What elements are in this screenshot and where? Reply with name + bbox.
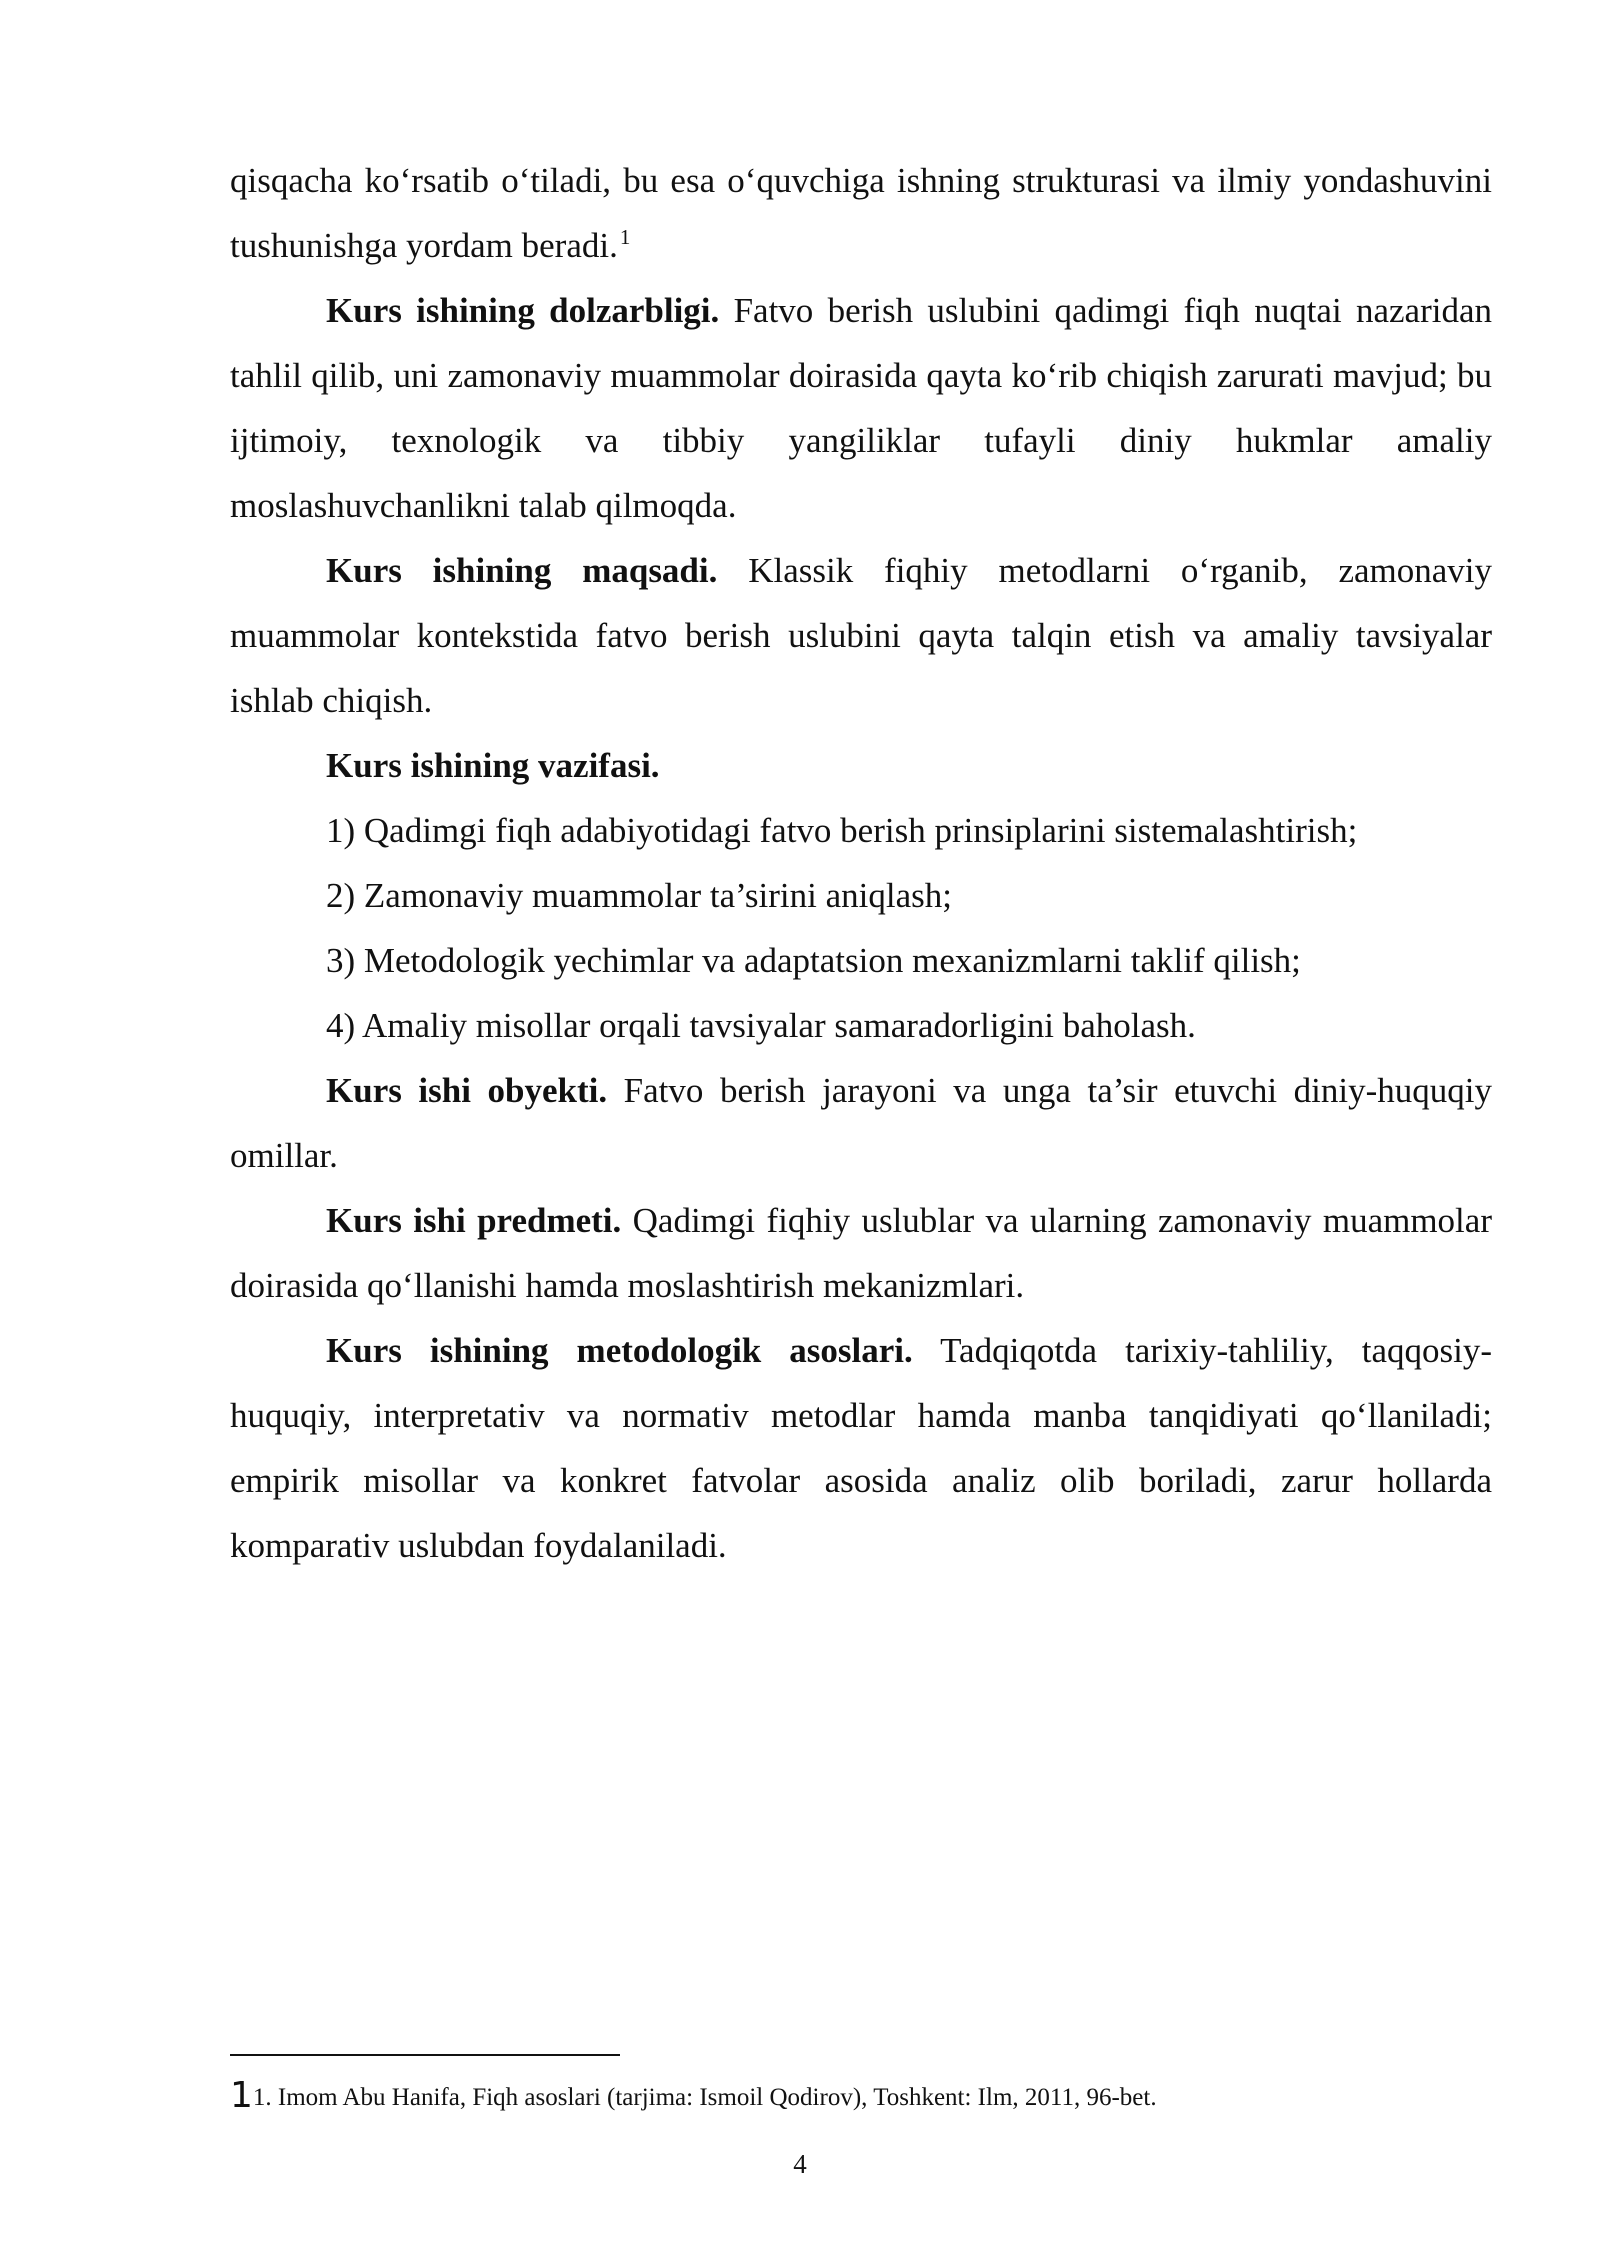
object-paragraph	[230, 1058, 1492, 1188]
tasks-heading: Kurs ishining vazifasi.	[326, 746, 660, 785]
relevance-paragraph	[230, 278, 1492, 538]
body-text	[230, 148, 1492, 1578]
page-number: 4	[793, 2149, 807, 2179]
intro-text: qisqacha ko‘rsatib o‘tiladi, bu esa o‘quvchiga ishning strukturasi va ilmiy yondashuvini tushunishga yordam beradi.	[230, 161, 1492, 265]
object-text: Fatvo berish jarayoni va unga ta’sir etuvchi diniy-huquqiy omillar.	[230, 1071, 1492, 1175]
subject-heading: Kurs ishi predmeti.	[326, 1201, 622, 1240]
footnote-mark: 1	[230, 2075, 253, 2116]
task-item-3: 3) Metodologik yechimlar va adaptatsion mexanizmlarni taklif qilish;	[326, 941, 1301, 980]
task-item-4: 4) Amaliy misollar orqali tavsiyalar samaradorligini baholash.	[326, 1006, 1196, 1045]
subject-paragraph	[230, 1188, 1492, 1318]
task-item-2: 2) Zamonaviy muammolar ta’sirini aniqlash;	[326, 876, 952, 915]
footnote-reference[interactable]: 1	[619, 225, 631, 249]
tasks-heading-paragraph	[230, 733, 1492, 798]
object-heading: Kurs ishi obyekti.	[326, 1071, 608, 1110]
footnote-text: 1. Imom Abu Hanifa, Fiqh asoslari (tarjima: Ismoil Qodirov), Toshkent: Ilm, 2011, 96-bet.	[252, 2084, 1157, 2111]
methodology-heading: Kurs ishining metodologik asoslari.	[326, 1331, 913, 1370]
intro-paragraph	[230, 148, 1492, 278]
relevance-heading: Kurs ishining dolzarbligi.	[326, 291, 720, 330]
methodology-text: Tadqiqotda tarixiy-tahliliy, taqqosiy-huquqiy, interpretativ va normativ metodlar hamda manba tanqidiyati qo‘llaniladi; empirik misollar va konkret fatvolar asosida analiz olib boriladi, zarur hollarda komparativ uslubdan foydalaniladi.	[230, 1331, 1492, 1565]
goal-paragraph	[230, 538, 1492, 733]
relevance-text: Fatvo berish uslubini qadimgi fiqh nuqtai nazaridan tahlil qilib, uni zamonaviy muammolar doirasida qayta ko‘rib chiqish zarurati mavjud; bu ijtimoiy, texnologik va tibbiy yangiliklar tufayli diniy hukmlar amaliy moslashuvchanlikni talab qilmoqda.	[230, 291, 1492, 525]
footnote-separator	[230, 2054, 620, 2056]
task-item-1: 1) Qadimgi fiqh adabiyotidagi fatvo berish prinsiplarini sistemalashtirish;	[326, 811, 1358, 850]
footnote	[230, 2076, 1492, 2118]
goal-text: Klassik fiqhiy metodlarni o‘rganib, zamonaviy muammolar kontekstida fatvo berish uslubini qayta talqin etish va amaliy tavsiyalar ishlab chiqish.	[230, 551, 1493, 720]
goal-heading: Kurs ishining maqsadi.	[326, 551, 718, 590]
methodology-paragraph	[230, 1318, 1492, 1578]
subject-text: Qadimgi fiqhiy uslublar va ularning zamonaviy muammolar doirasida qo‘llanishi hamda moslashtirish mekanizmlari.	[230, 1201, 1492, 1305]
